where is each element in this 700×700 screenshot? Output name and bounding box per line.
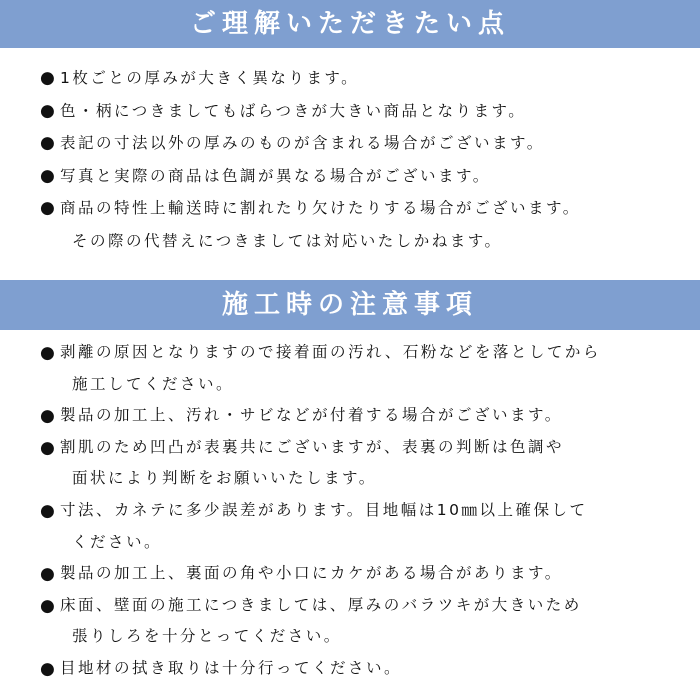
item-text-continued: ください。	[72, 532, 163, 551]
item-text: 表記の寸法以外の厚みのものが含まれる場合がございます。	[60, 134, 545, 152]
list-item	[40, 590, 680, 653]
item-text: 色・柄につきましてもばらつきが大きい商品となります。	[60, 101, 527, 120]
bullet-icon: ●	[40, 133, 55, 153]
list-item	[40, 400, 680, 432]
list-item	[40, 127, 680, 160]
installation-notes-list	[40, 337, 680, 685]
item-text-continued: 施工してください。	[72, 374, 235, 393]
understanding-points-header: ご理解いただきたい点	[0, 0, 700, 48]
item-text: 1枚ごとの厚みが大きく異なります。	[60, 69, 360, 87]
item-text-continued: 張りしろを十分とってください。	[72, 627, 342, 646]
list-item	[40, 337, 680, 400]
list-item	[40, 432, 680, 495]
item-text: 剥離の原因となりますので接着面の汚れ、石粉などを落としてから	[60, 343, 601, 361]
bullet-icon: ●	[40, 437, 55, 458]
list-item	[40, 160, 680, 193]
bullet-icon: ●	[40, 595, 55, 616]
list-item	[40, 653, 680, 685]
list-item	[40, 495, 680, 558]
item-text: 目地材の拭き取りは十分行ってください。	[60, 658, 403, 677]
list-item	[40, 192, 680, 257]
item-text: 商品の特性上輸送時に割れたり欠けたりする場合がございます。	[60, 199, 581, 217]
bullet-icon: ●	[40, 343, 55, 363]
list-item	[40, 558, 680, 590]
bullet-icon: ●	[40, 500, 55, 521]
installation-notes-header: 施工時の注意事項	[0, 280, 700, 330]
item-text: 床面、壁面の施工につきましては、厚みのバラツキが大きいため	[60, 595, 582, 614]
list-item	[40, 95, 680, 128]
bullet-icon: ●	[40, 564, 55, 585]
item-text: 写真と実際の商品は色調が異なる場合がございます。	[60, 166, 491, 185]
bullet-icon: ●	[40, 198, 55, 218]
item-text-continued: その際の代替えにつきましては対応いたしかねます。	[72, 231, 503, 250]
bullet-icon: ●	[40, 406, 55, 427]
item-text: 寸法、カネテに多少誤差があります。目地幅は10㎜以上確保して	[60, 500, 588, 519]
bullet-icon: ●	[40, 165, 55, 186]
understanding-points-list	[40, 62, 680, 257]
item-text: 割肌のため凹凸が表裏共にございますが、表裏の判断は色調や	[60, 437, 565, 456]
item-text-continued: 面状により判断をお願いいたします。	[72, 469, 377, 488]
list-item	[40, 62, 680, 95]
bullet-icon: ●	[40, 658, 55, 679]
item-text: 製品の加工上、裏面の角や小口にカケがある場合があります。	[60, 564, 563, 583]
bullet-icon: ●	[40, 100, 55, 121]
bullet-icon: ●	[40, 68, 55, 88]
item-text: 製品の加工上、汚れ・サビなどが付着する場合がございます。	[60, 406, 563, 425]
